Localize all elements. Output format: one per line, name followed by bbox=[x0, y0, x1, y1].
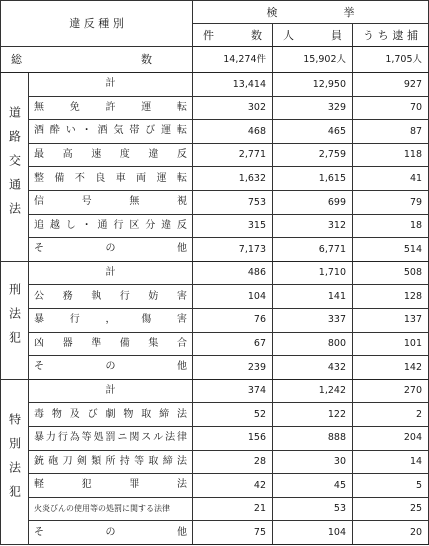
arrests-cell: 25 bbox=[353, 497, 429, 521]
cases-cell: 468 bbox=[193, 120, 273, 144]
arrests-cell: 508 bbox=[353, 261, 429, 285]
table-row bbox=[1, 214, 429, 238]
header-arrests: うち逮捕 bbox=[353, 24, 429, 47]
persons-cell: 329 bbox=[273, 96, 353, 120]
cases-cell: 156 bbox=[193, 426, 273, 450]
arrests-cell: 14 bbox=[353, 450, 429, 474]
persons-cell: 6,771 bbox=[273, 238, 353, 262]
persons-cell: 888 bbox=[273, 426, 353, 450]
table-row bbox=[1, 332, 429, 356]
row-label: 凶器準備集合 bbox=[29, 332, 193, 356]
header-inspection: 検 挙 bbox=[193, 1, 429, 24]
cases-cell: 104 bbox=[193, 285, 273, 309]
cases-cell: 1,632 bbox=[193, 167, 273, 191]
persons-cell: 45 bbox=[273, 474, 353, 498]
cases-cell: 486 bbox=[193, 261, 273, 285]
arrests-cell: 137 bbox=[353, 308, 429, 332]
table-row bbox=[1, 190, 429, 214]
header-cases: 件 数 bbox=[193, 24, 273, 47]
subtotal-label: 計 bbox=[29, 73, 193, 97]
persons-cell: 465 bbox=[273, 120, 353, 144]
total-persons: 15,902人 bbox=[273, 47, 353, 73]
persons-cell: 1,615 bbox=[273, 167, 353, 191]
category-label bbox=[1, 73, 29, 262]
table-row bbox=[1, 497, 429, 521]
row-label: 酒酔い・酒気帯び運転 bbox=[29, 120, 193, 144]
row-label: 軽犯罪法 bbox=[29, 474, 193, 498]
table-body bbox=[1, 73, 429, 545]
arrests-cell: 79 bbox=[353, 190, 429, 214]
arrests-cell: 41 bbox=[353, 167, 429, 191]
cases-cell: 76 bbox=[193, 308, 273, 332]
persons-cell: 12,950 bbox=[273, 73, 353, 97]
table-row bbox=[1, 238, 429, 262]
total-row bbox=[1, 47, 429, 73]
arrests-cell: 927 bbox=[353, 73, 429, 97]
table-row bbox=[1, 285, 429, 309]
row-label: 最高速度違反 bbox=[29, 143, 193, 167]
persons-cell: 1,242 bbox=[273, 379, 353, 403]
persons-cell: 30 bbox=[273, 450, 353, 474]
category-text: 特別法犯 bbox=[7, 412, 22, 509]
row-label: 整備不良車両運転 bbox=[29, 167, 193, 191]
total-arrests: 1,705人 bbox=[353, 47, 429, 73]
subtotal-label: 計 bbox=[29, 379, 193, 403]
arrests-cell: 2 bbox=[353, 403, 429, 427]
subtotal-label: 計 bbox=[29, 261, 193, 285]
category-label bbox=[1, 261, 29, 379]
cases-cell: 302 bbox=[193, 96, 273, 120]
persons-cell: 2,759 bbox=[273, 143, 353, 167]
section-subtotal-row bbox=[1, 261, 429, 285]
persons-cell: 122 bbox=[273, 403, 353, 427]
arrests-cell: 514 bbox=[353, 238, 429, 262]
section-subtotal-row bbox=[1, 73, 429, 97]
persons-cell: 141 bbox=[273, 285, 353, 309]
cases-cell: 42 bbox=[193, 474, 273, 498]
category-text: 道路交通法 bbox=[7, 105, 22, 226]
total-cases: 14,274件 bbox=[193, 47, 273, 73]
row-label: 暴行，傷害 bbox=[29, 308, 193, 332]
persons-cell: 104 bbox=[273, 521, 353, 545]
row-label: 暴力行為等処罰ニ関スル法律 bbox=[29, 426, 193, 450]
arrests-cell: 20 bbox=[353, 521, 429, 545]
category-label bbox=[1, 379, 29, 544]
table-row bbox=[1, 167, 429, 191]
cases-cell: 13,414 bbox=[193, 73, 273, 97]
table-row bbox=[1, 403, 429, 427]
cases-cell: 52 bbox=[193, 403, 273, 427]
persons-cell: 800 bbox=[273, 332, 353, 356]
category-text: 刑法犯 bbox=[7, 283, 22, 356]
table-row bbox=[1, 450, 429, 474]
table-row bbox=[1, 474, 429, 498]
arrests-cell: 204 bbox=[353, 426, 429, 450]
table-row bbox=[1, 521, 429, 545]
row-label: その他 bbox=[29, 356, 193, 380]
cases-cell: 21 bbox=[193, 497, 273, 521]
cases-cell: 28 bbox=[193, 450, 273, 474]
cases-cell: 753 bbox=[193, 190, 273, 214]
table-row bbox=[1, 143, 429, 167]
cases-cell: 315 bbox=[193, 214, 273, 238]
cases-cell: 67 bbox=[193, 332, 273, 356]
header-persons: 人 員 bbox=[273, 24, 353, 47]
table-row bbox=[1, 96, 429, 120]
arrests-cell: 5 bbox=[353, 474, 429, 498]
header-violation-type: 違 反 種 別 bbox=[1, 1, 193, 47]
cases-cell: 2,771 bbox=[193, 143, 273, 167]
arrests-cell: 118 bbox=[353, 143, 429, 167]
arrests-cell: 142 bbox=[353, 356, 429, 380]
section-subtotal-row bbox=[1, 379, 429, 403]
persons-cell: 699 bbox=[273, 190, 353, 214]
row-label: 火炎びんの使用等の処罰に関する法律 bbox=[29, 497, 193, 521]
arrests-cell: 101 bbox=[353, 332, 429, 356]
row-label: 公務執行妨害 bbox=[29, 285, 193, 309]
persons-cell: 312 bbox=[273, 214, 353, 238]
persons-cell: 53 bbox=[273, 497, 353, 521]
table-row bbox=[1, 426, 429, 450]
row-label: 毒物及び劇物取締法 bbox=[29, 403, 193, 427]
row-label: 追越し・通行区分違反 bbox=[29, 214, 193, 238]
total-label: 総 数 bbox=[1, 47, 193, 73]
row-label: 銃砲刀剣類所持等取締法 bbox=[29, 450, 193, 474]
arrests-cell: 270 bbox=[353, 379, 429, 403]
arrests-cell: 70 bbox=[353, 96, 429, 120]
arrests-cell: 87 bbox=[353, 120, 429, 144]
row-label: その他 bbox=[29, 521, 193, 545]
cases-cell: 239 bbox=[193, 356, 273, 380]
table-row bbox=[1, 356, 429, 380]
cases-cell: 374 bbox=[193, 379, 273, 403]
row-label: 無免許運転 bbox=[29, 96, 193, 120]
row-label: その他 bbox=[29, 238, 193, 262]
persons-cell: 1,710 bbox=[273, 261, 353, 285]
persons-cell: 337 bbox=[273, 308, 353, 332]
cases-cell: 7,173 bbox=[193, 238, 273, 262]
table-row bbox=[1, 120, 429, 144]
table-row bbox=[1, 308, 429, 332]
persons-cell: 432 bbox=[273, 356, 353, 380]
cases-cell: 75 bbox=[193, 521, 273, 545]
arrests-cell: 128 bbox=[353, 285, 429, 309]
row-label: 信号無視 bbox=[29, 190, 193, 214]
arrests-cell: 18 bbox=[353, 214, 429, 238]
